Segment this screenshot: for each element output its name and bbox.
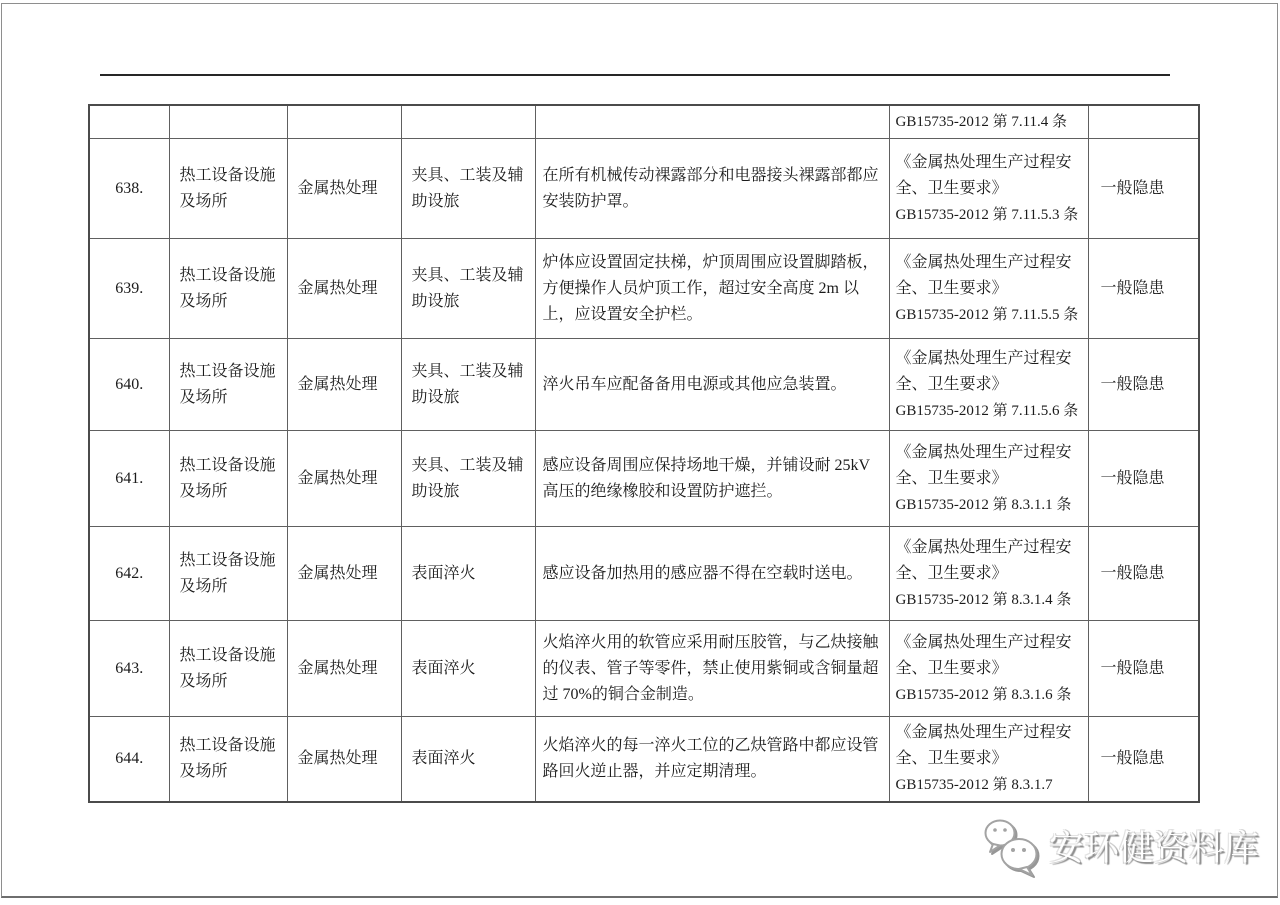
subcategory-cell: 夹具、工装及辅助设旅 [401,339,535,431]
hazard-level-cell: 一般隐患 [1088,139,1199,239]
location-cell: 热工设备设施及场所 [169,139,287,239]
table-row [89,339,1199,431]
basis-cell [889,621,1088,717]
category-cell: 金属热处理 [287,431,401,527]
table-row [89,527,1199,621]
basis-cell [889,527,1088,621]
row-number-cell: 640. [89,339,169,431]
hazard-checklist-table [88,104,1200,803]
basis-title: 《金属热处理生产过程安全、卫生要求》 [895,153,1072,197]
row-number-cell: 639. [89,239,169,339]
requirement-cell [535,105,889,139]
row-number-cell: 638. [89,139,169,239]
requirement-cell: 淬火吊车应配备备用电源或其他应急装置。 [535,339,889,431]
location-cell: 热工设备设施及场所 [169,431,287,527]
table-row [89,239,1199,339]
location-cell: 热工设备设施及场所 [169,717,287,803]
basis-cell [889,139,1088,239]
subcategory-cell: 夹具、工装及辅助设旅 [401,239,535,339]
wechat-icon [983,816,1041,876]
basis-title: 《金属热处理生产过程安全、卫生要求》 [895,538,1072,582]
table-row [89,717,1199,803]
category-cell: 金属热处理 [287,527,401,621]
basis-clause: GB15735-2012 第 7.11.5.3 条 [895,206,1079,223]
basis-cell [889,717,1088,803]
basis-title: 《金属热处理生产过程安全、卫生要求》 [895,253,1072,297]
row-number-cell: 644. [89,717,169,803]
basis-cell [889,105,1088,139]
requirement-cell: 火焰淬火用的软管应采用耐压胶管，与乙炔接触的仪表、管子等零件，禁止使用紫铜或含铜量超过 70%的铜合金制造。 [535,621,889,717]
subcategory-cell: 表面淬火 [401,527,535,621]
header-rule [100,74,1170,76]
basis-title: 《金属热处理生产过程安全、卫生要求》 [895,724,1072,767]
subcategory-cell [401,105,535,139]
basis-title: 《金属热处理生产过程安全、卫生要求》 [895,443,1072,487]
row-number-cell [89,105,169,139]
category-cell [287,105,401,139]
row-number-cell: 642. [89,527,169,621]
row-number-cell: 643. [89,621,169,717]
location-cell: 热工设备设施及场所 [169,621,287,717]
requirement-cell: 在所有机械传动裸露部分和电器接头裸露部都应安装防护罩。 [535,139,889,239]
hazard-level-cell: 一般隐患 [1088,431,1199,527]
basis-clause: GB15735-2012 第 7.11.5.5 条 [895,306,1079,323]
location-cell: 热工设备设施及场所 [169,339,287,431]
row-number-cell: 641. [89,431,169,527]
table-row [89,431,1199,527]
category-cell: 金属热处理 [287,339,401,431]
subcategory-cell: 夹具、工装及辅助设旅 [401,431,535,527]
hazard-level-cell: 一般隐患 [1088,239,1199,339]
category-cell: 金属热处理 [287,239,401,339]
basis-clause: GB15735-2012 第 8.3.1.1 条 [895,496,1072,513]
hazard-level-cell: 一般隐患 [1088,339,1199,431]
category-cell: 金属热处理 [287,621,401,717]
watermark [983,816,1259,876]
basis-title: 《金属热处理生产过程安全、卫生要求》 [895,633,1072,677]
basis-clause: GB15735-2012 第 8.3.1.6 条 [895,686,1072,703]
basis-title: 《金属热处理生产过程安全、卫生要求》 [895,349,1072,393]
basis-clause: GB15735-2012 第 7.11.5.6 条 [895,402,1079,419]
basis-cell [889,339,1088,431]
basis-clause: GB15735-2012 第 8.3.1.4 条 [895,591,1072,608]
location-cell: 热工设备设施及场所 [169,239,287,339]
subcategory-cell: 表面淬火 [401,621,535,717]
category-cell: 金属热处理 [287,139,401,239]
requirement-cell: 感应设备周围应保持场地干燥，并铺设耐 25kV 高压的绝缘橡胶和设置防护遮拦。 [535,431,889,527]
subcategory-cell: 夹具、工装及辅助设旅 [401,139,535,239]
table-row [89,105,1199,139]
location-cell: 热工设备设施及场所 [169,527,287,621]
basis-clause: GB15735-2012 第 7.11.4 条 [895,114,1068,130]
category-cell: 金属热处理 [287,717,401,803]
requirement-cell: 火焰淬火的每一淬火工位的乙炔管路中都应设管路回火逆止器，并应定期清理。 [535,717,889,803]
hazard-level-cell [1088,105,1199,139]
basis-cell [889,431,1088,527]
table-row [89,621,1199,717]
requirement-cell: 炉体应设置固定扶梯，炉顶周围应设置脚踏板，方便操作人员炉顶工作，超过安全高度 2m 以上，应设置安全护栏。 [535,239,889,339]
basis-cell [889,239,1088,339]
subcategory-cell: 表面淬火 [401,717,535,803]
table-row [89,139,1199,239]
location-cell [169,105,287,139]
hazard-level-cell: 一般隐患 [1088,527,1199,621]
hazard-level-cell: 一般隐患 [1088,621,1199,717]
hazard-level-cell: 一般隐患 [1088,717,1199,803]
watermark-text: 安环健资料库 [1049,829,1260,868]
basis-clause: GB15735-2012 第 8.3.1.7 [895,777,1053,793]
requirement-cell: 感应设备加热用的感应器不得在空载时送电。 [535,527,889,621]
